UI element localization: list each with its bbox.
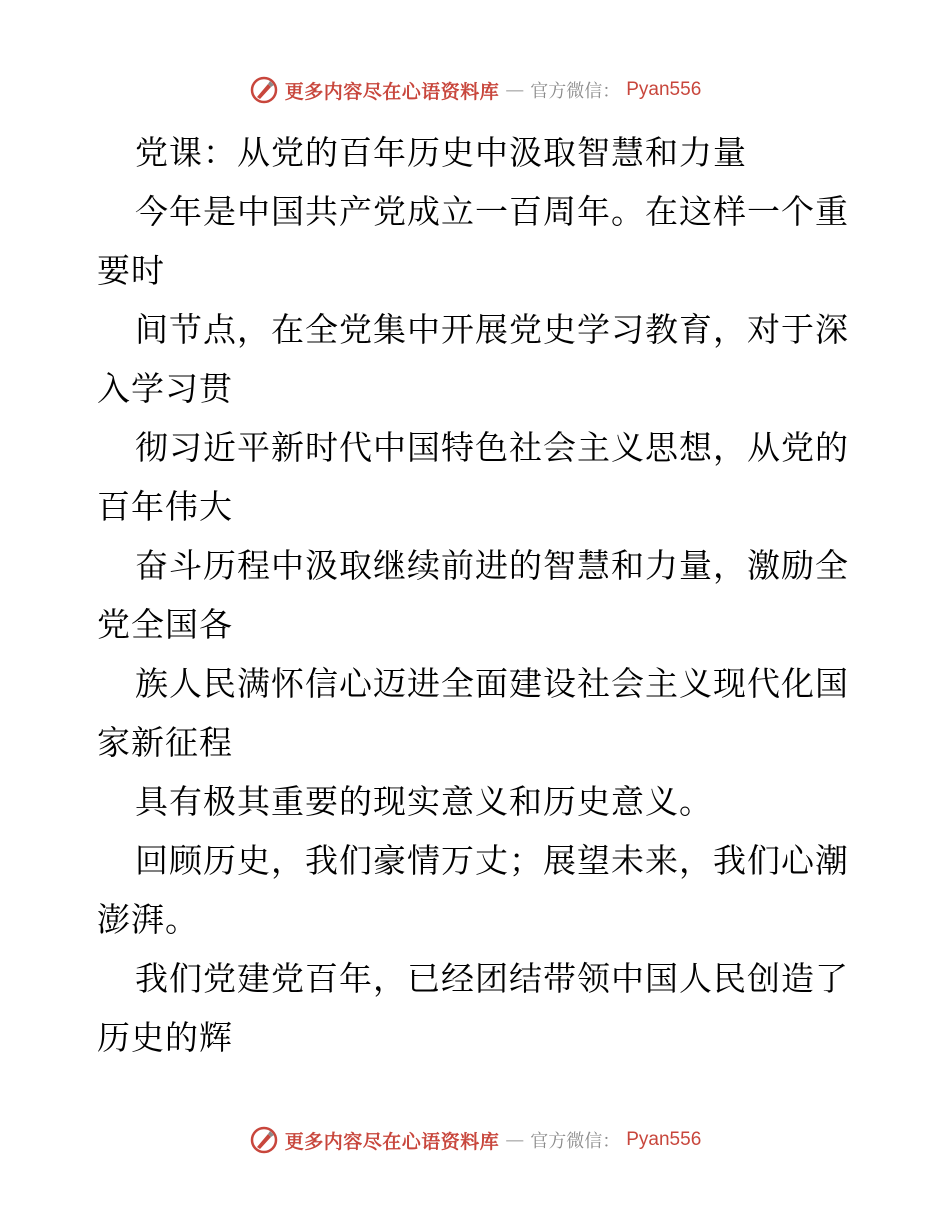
text-line: 要时	[97, 251, 165, 290]
text-line: 今年是中国共产党成立一百周年。在这样一个重	[135, 192, 849, 231]
pen-logo-icon	[249, 1125, 279, 1155]
text-line: 我们党建党百年，已经团结带领中国人民创造了	[135, 959, 849, 998]
banner-slogan: 更多内容尽在心语资料库	[284, 80, 500, 103]
text-line: 彻习近平新时代中国特色社会主义思想，从党的	[135, 428, 849, 467]
header-banner	[0, 72, 950, 108]
footer-banner	[0, 1122, 950, 1158]
banner-wechat-label: 官方微信：	[530, 1131, 621, 1152]
banner-dash: —	[505, 79, 525, 101]
document-title: 党课：从党的百年历史中汲取智慧和力量	[135, 133, 747, 172]
text-line: 百年伟大	[97, 487, 233, 526]
text-line: 历史的辉	[97, 1018, 233, 1057]
text-line: 间节点，在全党集中开展党史学习教育，对于深	[135, 310, 849, 349]
text-line: 澎湃。	[97, 900, 199, 939]
text-line: 家新征程	[97, 723, 233, 762]
document-body	[97, 123, 857, 1067]
text-line: 入学习贯	[97, 369, 233, 408]
text-line: 奋斗历程中汲取继续前进的智慧和力量，激励全	[135, 546, 849, 585]
banner-slogan: 更多内容尽在心语资料库	[284, 1130, 500, 1153]
text-line: 回顾历史，我们豪情万丈；展望未来，我们心潮	[135, 841, 849, 880]
banner-wechat-id: Pyan556	[626, 79, 702, 100]
banner-wechat-id: Pyan556	[626, 1129, 702, 1150]
banner-dash: —	[505, 1129, 525, 1151]
text-line: 党全国各	[97, 605, 233, 644]
text-line: 具有极其重要的现实意义和历史意义。	[135, 782, 713, 821]
pen-logo-icon	[249, 75, 279, 105]
banner-wechat-label: 官方微信：	[530, 81, 621, 102]
text-line: 族人民满怀信心迈进全面建设社会主义现代化国	[135, 664, 849, 703]
